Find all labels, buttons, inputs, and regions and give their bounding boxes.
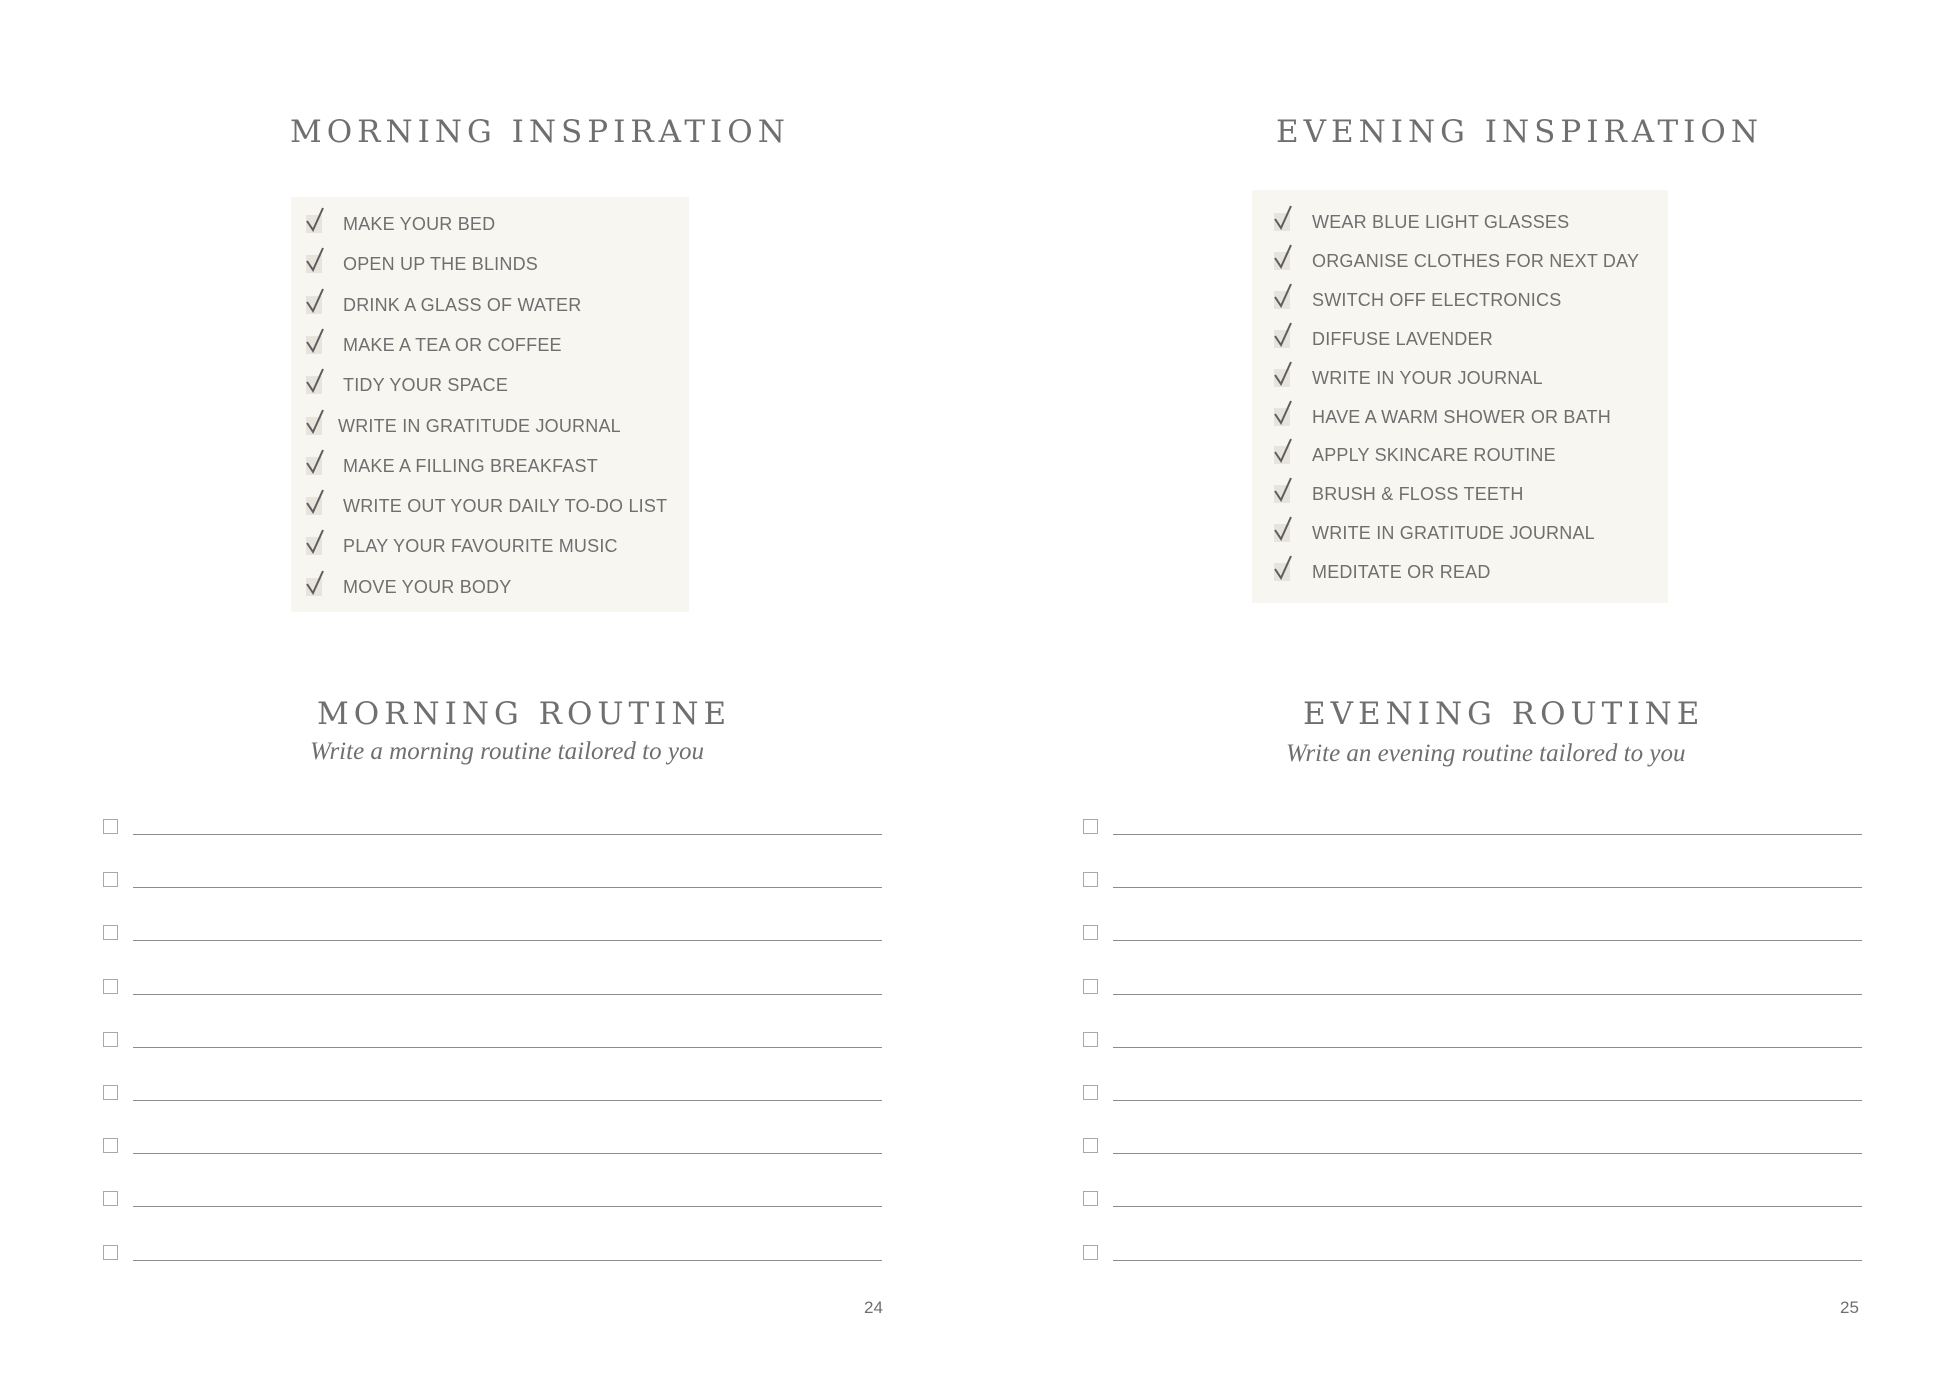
checkbox[interactable]	[1083, 979, 1098, 994]
checkmark-icon	[306, 215, 322, 233]
checkmark-icon	[306, 497, 322, 515]
checklist-item-label: DIFFUSE LAVENDER	[1312, 328, 1493, 349]
checkmark-icon	[1274, 330, 1290, 348]
writing-line[interactable]	[133, 1153, 882, 1154]
checkmark-icon	[1274, 252, 1290, 270]
evening-inspiration-panel	[1252, 190, 1668, 603]
checkbox[interactable]	[1083, 925, 1098, 940]
page-number: 24	[864, 1298, 883, 1317]
checkmark-icon	[306, 336, 322, 354]
writing-line[interactable]	[1113, 887, 1862, 888]
checkbox[interactable]	[1083, 1191, 1098, 1206]
checklist-item-label: WRITE IN YOUR JOURNAL	[1312, 367, 1543, 388]
checkmark-icon	[1274, 291, 1290, 309]
checkbox[interactable]	[103, 1085, 118, 1100]
checkmark-icon	[1274, 369, 1290, 387]
morning-inspiration-panel	[291, 197, 689, 612]
writing-line[interactable]	[133, 1047, 882, 1048]
writing-line[interactable]	[1113, 834, 1862, 835]
checkmark-icon	[1274, 524, 1290, 542]
checkbox[interactable]	[1083, 1245, 1098, 1260]
checkmark-icon	[306, 578, 322, 596]
page-number: 25	[1840, 1298, 1859, 1317]
checklist-item-label: MAKE YOUR BED	[343, 214, 496, 234]
checkbox[interactable]	[103, 1191, 118, 1206]
checklist-item-label: BRUSH & FLOSS TEETH	[1312, 484, 1524, 505]
checkbox[interactable]	[103, 979, 118, 994]
checklist-item-label: TIDY YOUR SPACE	[343, 375, 509, 396]
checkbox[interactable]	[1083, 872, 1098, 887]
checkbox[interactable]	[103, 925, 118, 940]
checkbox[interactable]	[1083, 819, 1098, 834]
checklist-item-label: HAVE A WARM SHOWER OR BATH	[1312, 406, 1611, 427]
checklist-item-label: MAKE A TEA OR COFFEE	[343, 334, 562, 355]
morning-routine-title: MORNING ROUTINE	[317, 696, 732, 732]
writing-line[interactable]	[1113, 994, 1862, 995]
checkmark-icon	[306, 457, 322, 475]
checkmark-icon	[1274, 408, 1290, 426]
checkmark-icon	[1274, 446, 1290, 464]
checkmark-icon	[306, 255, 322, 273]
writing-line[interactable]	[1113, 1260, 1862, 1261]
checkmark-icon	[1274, 563, 1290, 581]
checkmark-icon	[1274, 485, 1290, 503]
checklist-item-label: WRITE OUT YOUR DAILY TO-DO LIST	[343, 496, 668, 517]
writing-line[interactable]	[133, 834, 882, 835]
checklist-item-label: OPEN UP THE BLINDS	[343, 254, 538, 275]
checkbox[interactable]	[1083, 1138, 1098, 1153]
evening-routine-subtitle: Write an evening routine tailored to you	[1286, 740, 1686, 767]
checkbox[interactable]	[1083, 1085, 1098, 1100]
checklist-item-label: APPLY SKINCARE ROUTINE	[1312, 445, 1556, 466]
writing-line[interactable]	[1113, 1100, 1862, 1101]
checkbox[interactable]	[103, 1032, 118, 1047]
writing-line[interactable]	[1113, 1153, 1862, 1154]
checklist-item-label: DRINK A GLASS OF WATER	[343, 294, 582, 315]
checklist-item-label: MEDITATE OR READ	[1312, 562, 1491, 583]
checklist-item-label: MAKE A FILLING BREAKFAST	[343, 455, 598, 476]
checkbox[interactable]	[103, 872, 118, 887]
checkbox[interactable]	[1083, 1032, 1098, 1047]
checkmark-icon	[306, 376, 322, 394]
checklist-item-label: PLAY YOUR FAVOURITE MUSIC	[343, 536, 618, 557]
writing-line[interactable]	[1113, 940, 1862, 941]
right-page	[972, 0, 1944, 1380]
writing-line[interactable]	[133, 887, 882, 888]
writing-line[interactable]	[1113, 1047, 1862, 1048]
writing-line[interactable]	[133, 1100, 882, 1101]
checklist-item-label: ORGANISE CLOTHES FOR NEXT DAY	[1312, 250, 1640, 271]
checkmark-icon	[306, 296, 322, 314]
writing-line[interactable]	[133, 994, 882, 995]
writing-line[interactable]	[1113, 1206, 1862, 1207]
writing-line[interactable]	[133, 1260, 882, 1261]
checklist-item-label: MOVE YOUR BODY	[343, 576, 512, 597]
checkbox[interactable]	[103, 1138, 118, 1153]
checkmark-icon	[306, 537, 322, 555]
checklist-item-label: SWITCH OFF ELECTRONICS	[1312, 289, 1562, 310]
checkmark-icon	[1274, 213, 1290, 231]
morning-routine-subtitle: Write a morning routine tailored to you	[310, 738, 704, 765]
writing-line[interactable]	[133, 1206, 882, 1207]
checklist-item-label: WRITE IN GRATITUDE JOURNAL	[1312, 523, 1595, 544]
evening-routine-title: EVENING ROUTINE	[1303, 696, 1705, 732]
checklist-item-label: WRITE IN GRATITUDE JOURNAL	[338, 415, 621, 436]
checklist-item-label: WEAR BLUE LIGHT GLASSES	[1312, 212, 1570, 232]
evening-inspiration-title: EVENING INSPIRATION	[1276, 114, 1763, 150]
checkbox[interactable]	[103, 1245, 118, 1260]
checkmark-icon	[306, 417, 322, 435]
writing-line[interactable]	[133, 940, 882, 941]
checkbox[interactable]	[103, 819, 118, 834]
morning-inspiration-title: MORNING INSPIRATION	[290, 114, 790, 150]
